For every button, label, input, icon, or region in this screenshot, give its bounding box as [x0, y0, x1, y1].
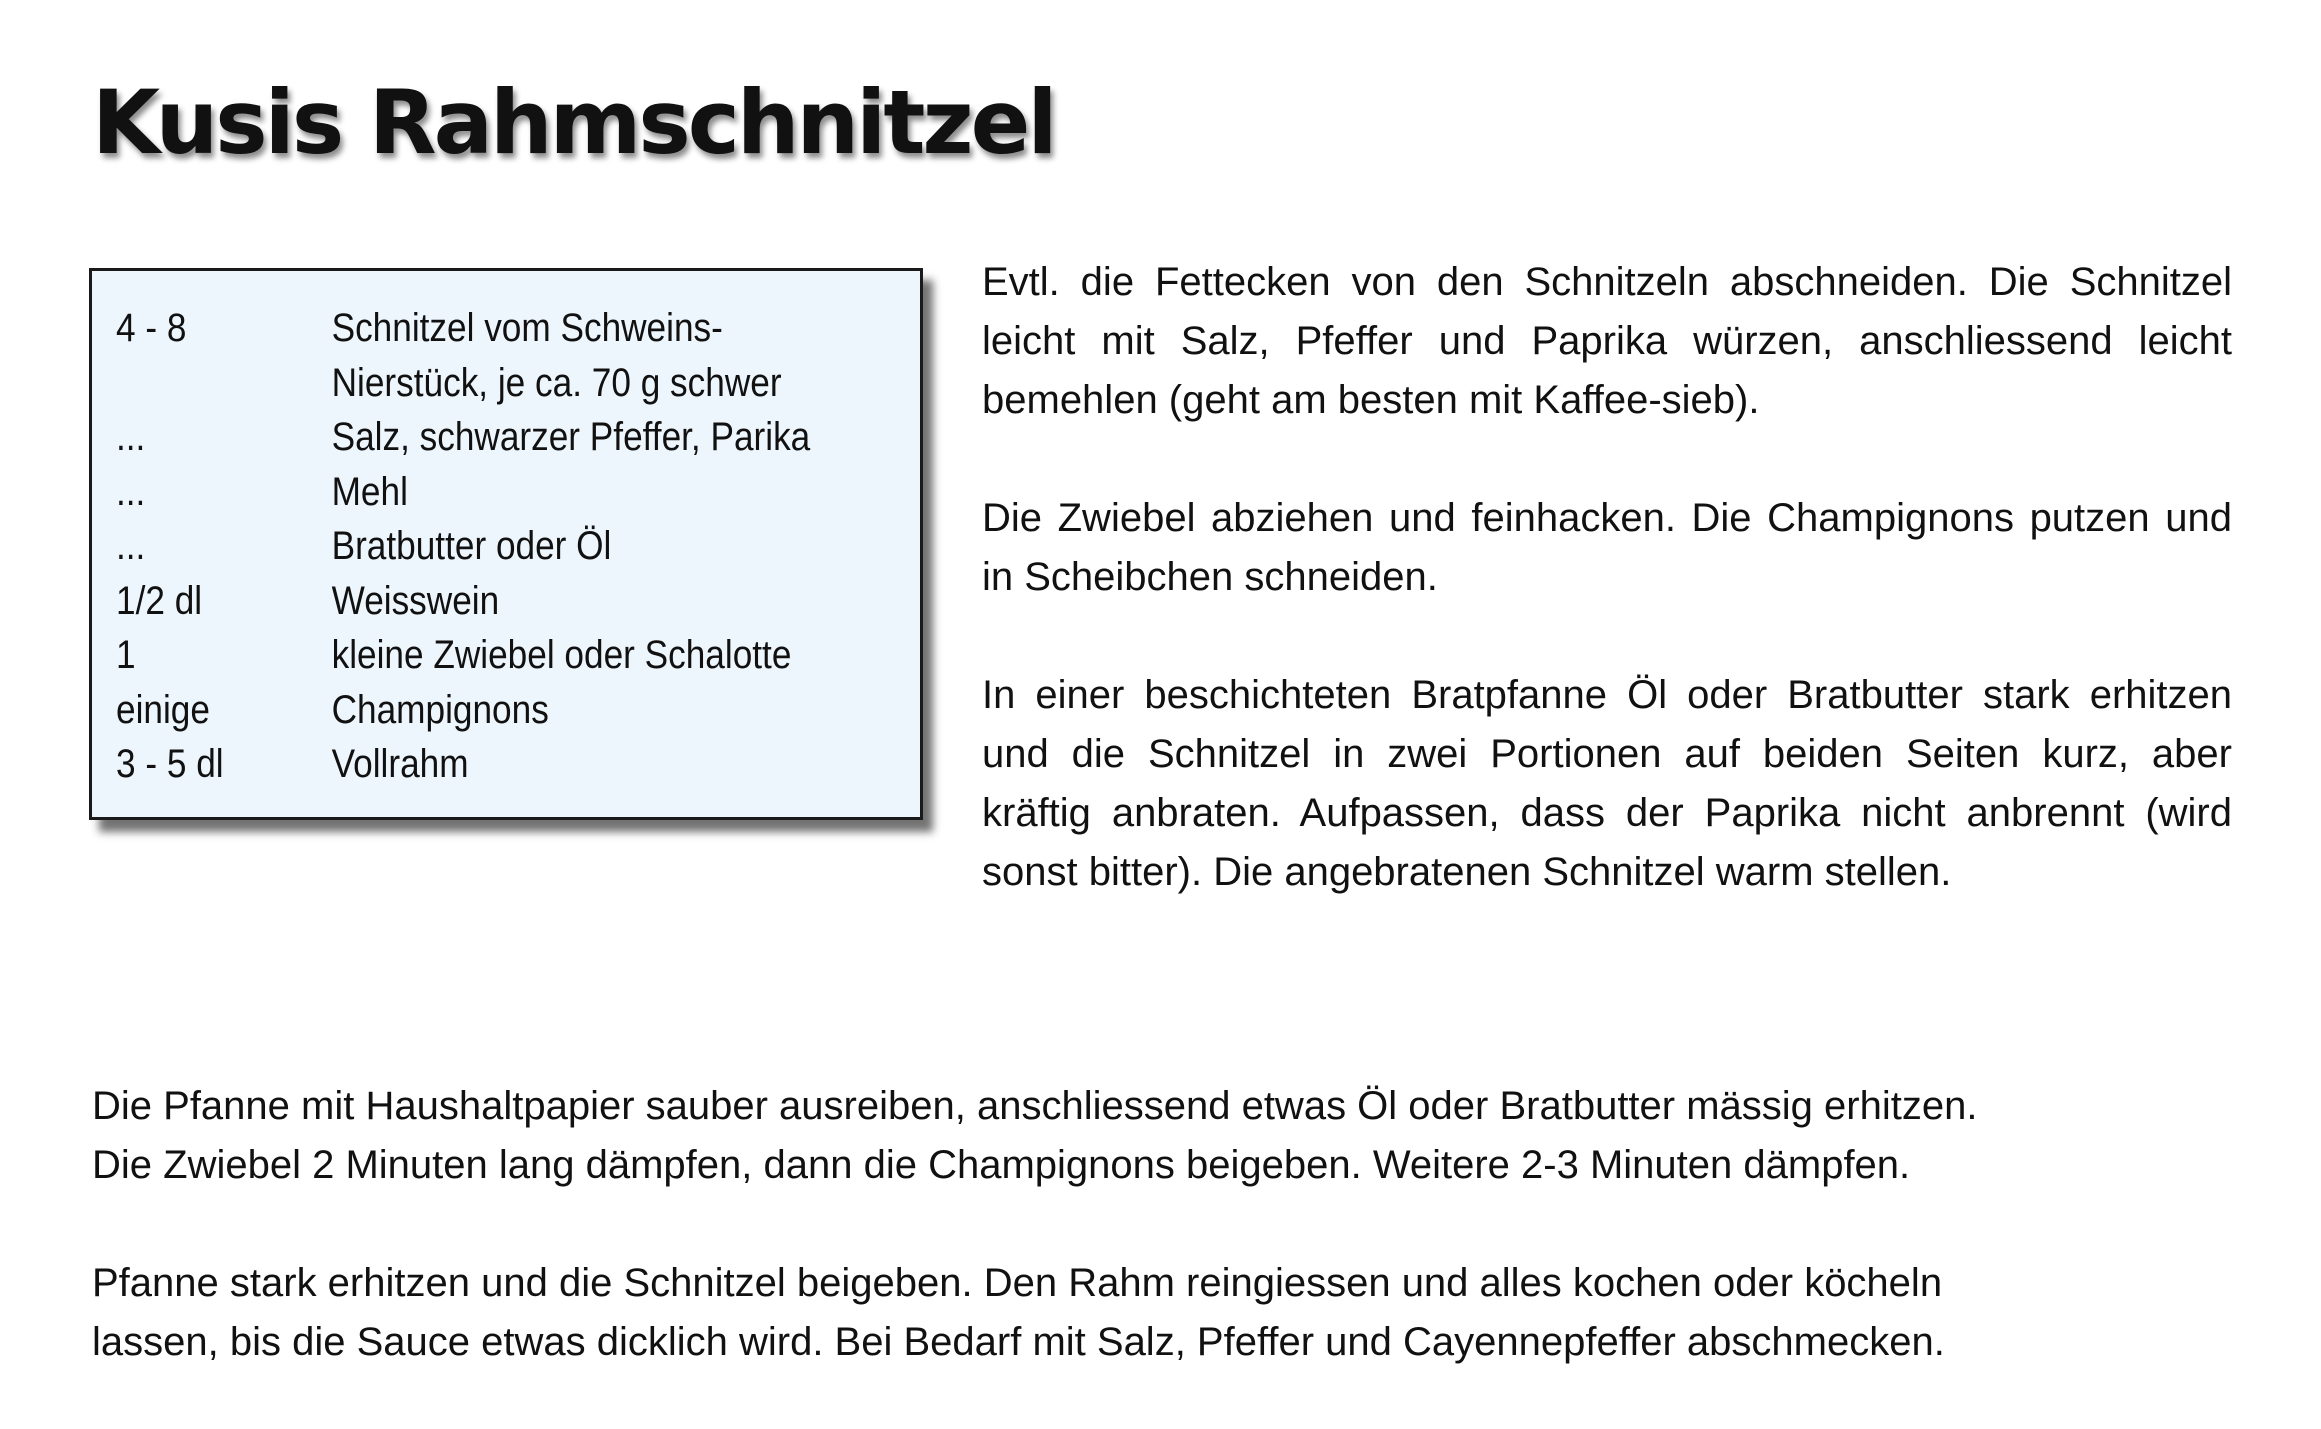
ingredient-name: Nierstück, je ca. 70 g schwer	[331, 360, 782, 405]
instruction-paragraph: Die Zwiebel abziehen und feinhacken. Die Champignons putzen und in Scheibchen schneiden.	[982, 496, 2232, 599]
ingredient-name: Salz, schwarzer Pfeffer, Parika	[331, 415, 811, 459]
ingredient-quantity: ...	[116, 469, 146, 514]
instructions-column	[982, 253, 2232, 902]
ingredient-quantity: ...	[116, 524, 146, 568]
ingredient-row	[116, 410, 824, 465]
instruction-line: Die Zwiebel 2 Minuten lang dämpfen, dann die Champignons beigeben. Weitere 2-3 Minuten dämpfen.	[92, 1143, 1911, 1187]
ingredient-row	[116, 301, 824, 356]
ingredient-row	[116, 356, 824, 411]
ingredient-row	[116, 683, 824, 738]
ingredient-row	[116, 628, 824, 683]
recipe-title: Kusis Rahmschnitzel	[92, 71, 1055, 174]
ingredient-quantity: 4 - 8	[116, 306, 187, 350]
instruction-line: Die Pfanne mit Haushaltpapier sauber ausreiben, anschliessend etwas Öl oder Bratbutter mässig erhitzen.	[92, 1084, 1978, 1128]
ingredients-box	[89, 268, 923, 820]
instruction-line: Pfanne stark erhitzen und die Schnitzel beigeben. Den Rahm reingiessen und alles kochen oder köcheln	[92, 1261, 1943, 1305]
instruction-paragraph: In einer beschichteten Bratpfanne Öl oder Bratbutter stark erhitzen und die Schnitzel in zwei Portionen auf beiden Seiten kurz, aber kräftig anbraten. Aufpassen, dass der Paprika nicht anbrennt (wird sonst bitter). Die angebratenen Schnitzel warm stellen.	[982, 673, 2232, 894]
ingredient-quantity: 3 - 5 dl	[116, 742, 224, 786]
ingredient-quantity: ...	[116, 415, 146, 459]
instruction-line: lassen, bis die Sauce etwas dicklich wird. Bei Bedarf mit Salz, Pfeffer und Cayennepfeffer abschmecken.	[92, 1320, 1945, 1364]
ingredient-row	[116, 574, 824, 629]
ingredient-name: Champignons	[331, 687, 549, 732]
ingredient-name: Bratbutter oder Öl	[331, 524, 612, 568]
instruction-paragraph: Evtl. die Fettecken von den Schnitzeln abschneiden. Die Schnitzel leicht mit Salz, Pfeffer und Paprika würzen, anschliessend leicht bemehlen (geht am besten mit Kaffee-sieb).	[982, 260, 2232, 422]
ingredient-quantity: 1/2 dl	[116, 578, 203, 623]
bottom-instructions	[92, 1077, 2232, 1372]
ingredient-name: Weisswein	[331, 578, 500, 623]
ingredient-quantity: einige	[116, 687, 210, 732]
ingredient-quantity	[116, 356, 332, 411]
ingredient-name: Vollrahm	[331, 742, 469, 786]
ingredient-name: Schnitzel vom Schweins-	[331, 306, 723, 350]
ingredient-quantity: 1	[116, 633, 136, 677]
ingredient-row	[116, 465, 824, 520]
ingredient-row	[116, 519, 824, 574]
ingredient-row	[116, 737, 824, 792]
ingredient-name: Mehl	[331, 469, 408, 514]
ingredient-name: kleine Zwiebel oder Schalotte	[331, 633, 792, 677]
